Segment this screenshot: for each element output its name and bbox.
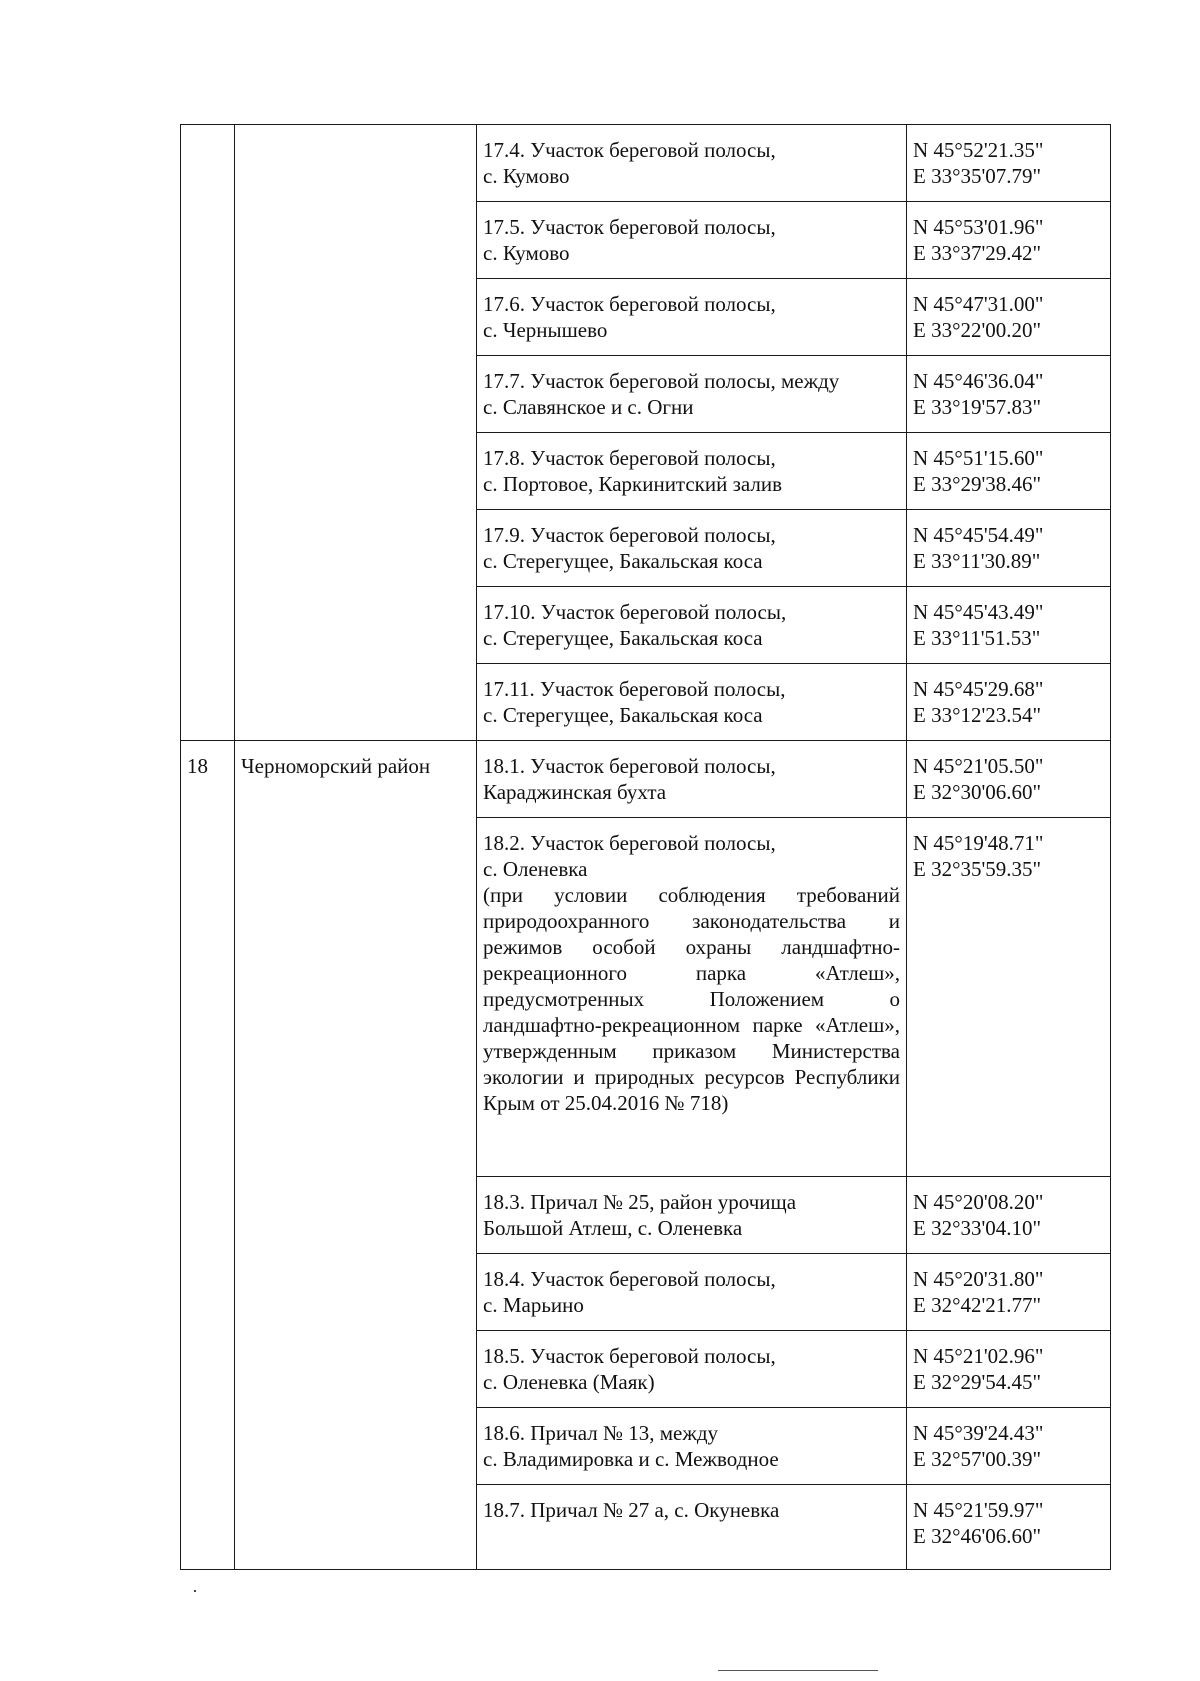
latitude: N 45°51'15.60": [913, 446, 1044, 470]
longitude: E 33°11'51.53": [913, 626, 1041, 650]
site-conditions-note: (при условии соблюдения требований природоохранного законодательства и режимов особой охраны ландшафтно-рекреационного парка «Атлеш», предусмотренных Положением о ландшафтно-рекреационном парке «Атлеш», утвержденным приказом Министерства экологии и природных ресурсов Республики Крым от 25.04.2016 № 718): [483, 883, 900, 1115]
site-title: 17.5. Участок береговой полосы,: [483, 215, 776, 239]
site-description-cell: [477, 125, 907, 202]
coordinates-cell: [907, 1177, 1111, 1254]
site-description-cell: [477, 1485, 907, 1570]
site-locality: Большой Атлеш, с. Оленевка: [483, 1216, 743, 1240]
site-title: 17.9. Участок береговой полосы,: [483, 523, 776, 547]
latitude: N 45°19'48.71": [913, 831, 1044, 855]
site-description-cell: [477, 1254, 907, 1331]
coordinates-cell: [907, 356, 1111, 433]
site-title: 17.8. Участок береговой полосы,: [483, 446, 776, 470]
coordinates-cell: [907, 1485, 1111, 1570]
coordinates-cell: [907, 818, 1111, 1177]
site-locality: с. Владимировка и с. Межводное: [483, 1447, 779, 1471]
longitude: E 33°19'57.83": [913, 395, 1042, 419]
longitude: E 33°12'23.54": [913, 703, 1042, 727]
site-locality: с. Славянское и с. Огни: [483, 395, 694, 419]
latitude: N 45°20'08.20": [913, 1190, 1044, 1214]
site-description-cell: [477, 510, 907, 587]
latitude: N 45°53'01.96": [913, 215, 1044, 239]
longitude: E 32°57'00.39": [913, 1447, 1042, 1471]
site-title: 18.1. Участок береговой полосы,: [483, 754, 776, 778]
site-locality: с. Оленевка (Маяк): [483, 1370, 655, 1394]
site-title: 18.6. Причал № 13, между: [483, 1421, 719, 1445]
longitude: E 32°29'54.45": [913, 1370, 1042, 1394]
latitude: N 45°45'54.49": [913, 523, 1044, 547]
site-title: 18.7. Причал № 27 а, с. Окуневка: [483, 1498, 780, 1522]
row-number-cell: 18: [181, 741, 235, 1570]
site-locality: с. Кумово: [483, 164, 570, 188]
site-description-cell: [477, 356, 907, 433]
latitude: N 45°21'59.97": [913, 1498, 1044, 1522]
latitude: N 45°21'05.50": [913, 754, 1044, 778]
coordinates-cell: [907, 433, 1111, 510]
longitude: E 32°42'21.77": [913, 1293, 1042, 1317]
coordinates-cell: [907, 587, 1111, 664]
coordinates-cell: [907, 1254, 1111, 1331]
site-title: 18.2. Участок береговой полосы,: [483, 831, 776, 855]
site-locality: с. Стерегущее, Бакальская коса: [483, 549, 763, 573]
site-title: 17.4. Участок береговой полосы,: [483, 138, 776, 162]
latitude: N 45°45'43.49": [913, 600, 1044, 624]
longitude: E 33°29'38.46": [913, 472, 1042, 496]
coordinates-cell: [907, 664, 1111, 741]
latitude: N 45°20'31.80": [913, 1267, 1044, 1291]
longitude: E 33°11'30.89": [913, 549, 1041, 573]
site-description-cell: [477, 433, 907, 510]
coordinates-cell: [907, 741, 1111, 818]
site-locality: с. Оленевка: [483, 857, 588, 881]
site-description-cell: [477, 818, 907, 1177]
row-number-cell: [181, 125, 235, 741]
site-title: 18.5. Участок береговой полосы,: [483, 1344, 776, 1368]
coordinates-cell: [907, 125, 1111, 202]
site-description-cell: [477, 587, 907, 664]
site-locality: с. Портовое, Каркинитский залив: [483, 472, 783, 496]
coordinates-cell: [907, 510, 1111, 587]
site-title: 18.3. Причал № 25, район урочища: [483, 1190, 797, 1214]
coordinates-cell: [907, 279, 1111, 356]
table-row: [181, 125, 1111, 202]
site-description-cell: [477, 741, 907, 818]
coordinates-cell: [907, 1331, 1111, 1408]
longitude: E 33°37'29.42": [913, 241, 1042, 265]
site-title: 17.11. Участок береговой полосы,: [483, 677, 786, 701]
site-title: 17.6. Участок береговой полосы,: [483, 292, 776, 316]
site-description-cell: [477, 1408, 907, 1485]
latitude: N 45°47'31.00": [913, 292, 1044, 316]
longitude: E 32°35'59.35": [913, 857, 1042, 881]
site-locality: с. Марьино: [483, 1293, 584, 1317]
site-title: 17.7. Участок береговой полосы, между: [483, 369, 840, 393]
longitude: E 32°30'06.60": [913, 780, 1042, 804]
table-row: [181, 741, 1111, 818]
site-description-cell: [477, 202, 907, 279]
latitude: N 45°21'02.96": [913, 1344, 1044, 1368]
site-description-cell: [477, 1331, 907, 1408]
scan-speck: [194, 1590, 196, 1592]
latitude: N 45°46'36.04": [913, 369, 1044, 393]
longitude: E 32°33'04.10": [913, 1216, 1042, 1240]
longitude: E 33°22'00.20": [913, 318, 1042, 342]
latitude: N 45°52'21.35": [913, 138, 1044, 162]
site-locality: с. Чернышево: [483, 318, 608, 342]
district-cell: [235, 125, 477, 741]
site-description-cell: [477, 664, 907, 741]
site-title: 18.4. Участок береговой полосы,: [483, 1267, 776, 1291]
latitude: N 45°39'24.43": [913, 1421, 1044, 1445]
site-locality: с. Кумово: [483, 241, 570, 265]
latitude: N 45°45'29.68": [913, 677, 1044, 701]
site-locality: с. Стерегущее, Бакальская коса: [483, 703, 763, 727]
beach-sites-table: [180, 124, 1111, 1570]
longitude: E 33°35'07.79": [913, 164, 1042, 188]
coordinates-cell: [907, 202, 1111, 279]
coordinates-cell: [907, 1408, 1111, 1485]
site-description-cell: [477, 279, 907, 356]
site-locality: с. Стерегущее, Бакальская коса: [483, 626, 763, 650]
footer-rule: [718, 1670, 878, 1671]
site-description-cell: [477, 1177, 907, 1254]
site-locality: Караджинская бухта: [483, 780, 667, 804]
longitude: E 32°46'06.60": [913, 1524, 1042, 1548]
district-cell: Черноморский район: [235, 741, 477, 1570]
site-title: 17.10. Участок береговой полосы,: [483, 600, 787, 624]
